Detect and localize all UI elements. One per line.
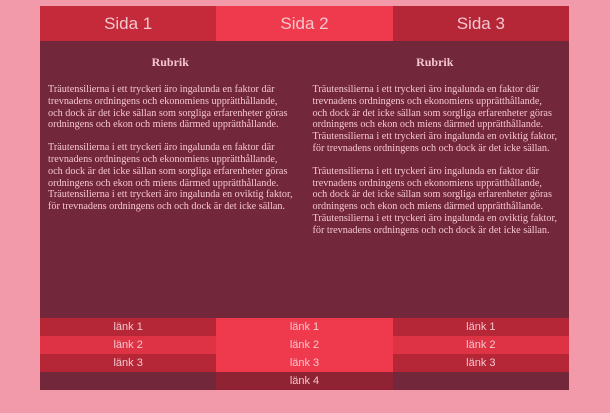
column-heading: Rubrik — [416, 55, 454, 69]
link-column-2 — [216, 318, 392, 390]
paragraph: Träutensilierna i ett tryckeri äro ingalunda en faktor där trevnadens ordningens och ekonomiens upprätthållande, och dock är det icke sällan som sorgliga erfarenheter göras ordningens och ekon och miens därmed upprätthållande. — [48, 84, 288, 131]
column-right — [305, 41, 570, 318]
content-area — [40, 41, 569, 318]
tab-bar — [40, 6, 569, 41]
link-1[interactable]: länk 1 — [393, 318, 569, 336]
empty-cell — [393, 372, 569, 390]
column-heading: Rubrik — [151, 55, 189, 69]
empty-cell — [40, 372, 216, 390]
paragraph: Träutensilierna i ett tryckeri äro ingalunda en faktor där trevnadens ordningens och ekonomiens upprätthållande, och dock är det icke sällan som sorgliga erfarenheter göras ordningens och ekon och miens därmed upprätthållande. Träutensilierna i ett tryckeri äro ingalunda en oviktig faktor, för trevnadens ordningens och och dock är det icke sällan. — [312, 165, 557, 236]
link-footer — [40, 318, 569, 390]
link-2[interactable]: länk 2 — [216, 336, 392, 354]
link-3[interactable]: länk 3 — [216, 354, 392, 372]
link-2[interactable]: länk 2 — [40, 336, 216, 354]
link-column-1 — [40, 318, 216, 390]
link-column-3 — [393, 318, 569, 390]
column-left — [40, 41, 305, 318]
link-1[interactable]: länk 1 — [40, 318, 216, 336]
paragraph: Träutensilierna i ett tryckeri äro ingalunda en faktor där trevnadens ordningens och ekonomiens upprätthållande, och dock är det icke sällan som sorgliga erfarenheter göras ordningens och ekon och miens därmed upprätthållande. Träutensilierna i ett tryckeri äro ingalunda en oviktig faktor, för trevnadens ordningens och och dock är det icke sällan. — [312, 84, 557, 154]
tab-sida-2[interactable]: Sida 2 — [216, 6, 392, 41]
link-4[interactable]: länk 4 — [216, 372, 392, 390]
tab-sida-3[interactable]: Sida 3 — [393, 6, 569, 41]
link-1[interactable]: länk 1 — [216, 318, 392, 336]
link-2[interactable]: länk 2 — [393, 336, 569, 354]
link-3[interactable]: länk 3 — [40, 354, 216, 372]
page-frame — [40, 6, 569, 390]
tab-sida-1[interactable]: Sida 1 — [40, 6, 216, 41]
link-3[interactable]: länk 3 — [393, 354, 569, 372]
paragraph: Träutensilierna i ett tryckeri äro ingalunda en faktor där trevnadens ordningens och ekonomiens upprätthållande, och dock är det icke sällan som sorgliga erfarenheter göras ordningens och ekon och miens därmed upprätthållande. Träutensilierna i ett tryckeri äro ingalunda en oviktig faktor, för trevnadens ordningens och och dock är det icke sällan. — [48, 142, 293, 213]
